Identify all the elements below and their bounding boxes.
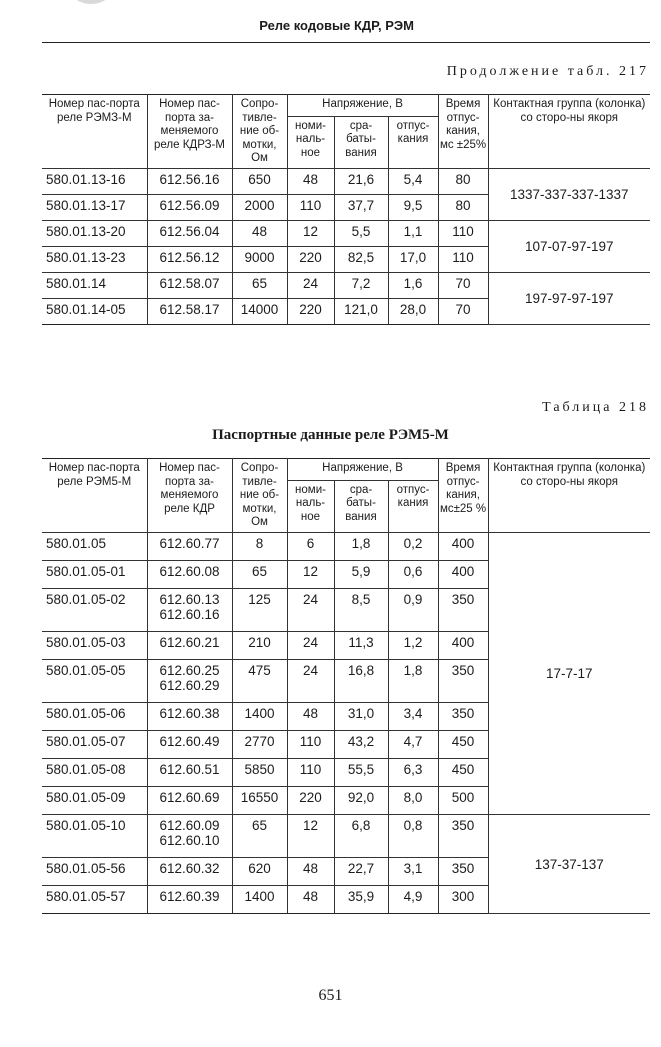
cell-passport-number: 580.01.05-03 [42,631,147,659]
cell-voltage-nominal: 48 [287,885,334,913]
cell-voltage-operate: 5,9 [334,560,388,588]
cell-voltage-release: 17,0 [388,246,438,272]
cell-voltage-nominal: 24 [287,588,334,631]
cell-release-time: 110 [438,220,488,246]
table-row [42,532,650,560]
cell-replaced-relay: 612.56.16 [147,168,232,194]
replaced-relay-line: 612.60.13 [159,591,220,607]
cell-voltage-release: 4,7 [388,730,438,758]
header-voltage: Напряжение, В [287,459,438,481]
cell-replaced-relay [147,814,232,857]
cell-passport-number: 580.01.05-06 [42,702,147,730]
cell-voltage-release: 5,4 [388,168,438,194]
cell-voltage-operate: 82,5 [334,246,388,272]
cell-passport-number: 580.01.05-07 [42,730,147,758]
cell-release-time: 400 [438,560,488,588]
cell-passport-number: 580.01.05-01 [42,560,147,588]
cell-replaced-relay: 612.56.04 [147,220,232,246]
cell-voltage-nominal: 24 [287,659,334,702]
cell-resistance: 475 [232,659,287,702]
cell-passport-number: 580.01.13-23 [42,246,147,272]
header-contact-group: Контактная группа (колонка) со сторо-ны якоря [488,459,650,533]
cell-passport-number: 580.01.13-17 [42,194,147,220]
cell-voltage-operate: 6,8 [334,814,388,857]
cell-resistance: 1400 [232,702,287,730]
header-contact-group: Контактная группа (колонка) со сторо-ны якоря [488,95,650,169]
cell-release-time: 350 [438,702,488,730]
cell-passport-number: 580.01.14-05 [42,298,147,324]
header-voltage-nominal: номи-наль-ное [287,116,334,168]
cell-resistance: 125 [232,588,287,631]
cell-voltage-operate: 21,6 [334,168,388,194]
cell-resistance: 14000 [232,298,287,324]
cell-passport-number: 580.01.05-02 [42,588,147,631]
cell-voltage-operate: 11,3 [334,631,388,659]
cell-voltage-release: 0,2 [388,532,438,560]
cell-voltage-nominal: 110 [287,194,334,220]
running-header [42,14,650,43]
header-passport-number: Номер пас-порта реле РЭМЗ-М [42,95,147,169]
cell-resistance: 8 [232,532,287,560]
table-row [42,272,650,298]
cell-passport-number: 580.01.05-05 [42,659,147,702]
cell-voltage-release: 3,4 [388,702,438,730]
cell-resistance: 650 [232,168,287,194]
cell-contact-group: 197-97-97-197 [488,272,650,324]
cell-contact-group: 137-37-137 [488,814,650,913]
cell-resistance: 16550 [232,786,287,814]
cell-voltage-operate: 31,0 [334,702,388,730]
header-release-time: Время отпус-кания, мс ±25% [438,95,488,169]
cell-voltage-release: 8,0 [388,786,438,814]
cell-passport-number: 580.01.05-09 [42,786,147,814]
cell-passport-number: 580.01.05-10 [42,814,147,857]
cell-release-time: 110 [438,246,488,272]
cell-release-time: 350 [438,814,488,857]
cell-voltage-operate: 8,5 [334,588,388,631]
replaced-relay-line: 612.60.16 [159,606,220,622]
table-row [42,168,650,194]
cell-resistance: 48 [232,220,287,246]
cell-resistance: 2770 [232,730,287,758]
replaced-relay-line: 612.60.10 [159,832,220,848]
table-row [42,814,650,857]
header-voltage-operate: сра-баты-вания [334,480,388,532]
cell-voltage-operate: 5,5 [334,220,388,246]
cell-release-time: 300 [438,885,488,913]
header-voltage-release: отпус-кания [388,480,438,532]
cell-release-time: 70 [438,298,488,324]
header-replaced-relay: Номер пас-порта за-меняемого реле КДР [147,459,232,533]
cell-replaced-relay: 612.60.69 [147,786,232,814]
cell-replaced-relay [147,588,232,631]
cell-voltage-nominal: 110 [287,758,334,786]
cell-replaced-relay: 612.58.17 [147,298,232,324]
cell-resistance: 1400 [232,885,287,913]
header-voltage: Напряжение, В [287,95,438,117]
replaced-relay-line: 612.60.25 [159,662,220,678]
cell-replaced-relay: 612.60.49 [147,730,232,758]
cell-voltage-operate: 16,8 [334,659,388,702]
cell-voltage-operate: 35,9 [334,885,388,913]
cell-release-time: 80 [438,168,488,194]
cell-contact-group: 107-07-97-197 [488,220,650,272]
cell-replaced-relay: 612.56.12 [147,246,232,272]
cell-passport-number: 580.01.14 [42,272,147,298]
cell-voltage-nominal: 12 [287,220,334,246]
cell-passport-number: 580.01.13-16 [42,168,147,194]
table-218-title: Паспортные данные реле РЭМ5-М [212,427,449,443]
cell-resistance: 9000 [232,246,287,272]
cell-voltage-release: 3,1 [388,857,438,885]
cell-replaced-relay: 612.60.38 [147,702,232,730]
replaced-relay-line: 612.60.09 [159,817,220,833]
cell-voltage-release: 4,9 [388,885,438,913]
scan-corner-mark [70,0,112,4]
cell-passport-number: 580.01.05 [42,532,147,560]
cell-release-time: 80 [438,194,488,220]
cell-replaced-relay: 612.60.08 [147,560,232,588]
cell-resistance: 65 [232,560,287,588]
cell-voltage-nominal: 220 [287,298,334,324]
cell-replaced-relay: 612.60.51 [147,758,232,786]
cell-release-time: 450 [438,730,488,758]
cell-voltage-operate: 1,8 [334,532,388,560]
cell-voltage-operate: 37,7 [334,194,388,220]
cell-replaced-relay: 612.60.39 [147,885,232,913]
cell-replaced-relay: 612.60.21 [147,631,232,659]
cell-voltage-release: 1,6 [388,272,438,298]
cell-voltage-operate: 121,0 [334,298,388,324]
cell-replaced-relay: 612.60.32 [147,857,232,885]
page-number: 651 [318,987,343,1004]
cell-voltage-release: 9,5 [388,194,438,220]
cell-release-time: 70 [438,272,488,298]
cell-voltage-nominal: 12 [287,814,334,857]
cell-voltage-release: 28,0 [388,298,438,324]
cell-replaced-relay: 612.56.09 [147,194,232,220]
cell-passport-number: 580.01.13-20 [42,220,147,246]
cell-resistance: 210 [232,631,287,659]
table-217-continuation-caption: Продолжение табл. 217 [446,64,649,79]
cell-voltage-release: 0,9 [388,588,438,631]
table-218-caption: Таблица 218 [542,400,649,415]
header-replaced-relay: Номер пас-порта за-меняемого реле КДРЗ-М [147,95,232,169]
cell-voltage-nominal: 48 [287,857,334,885]
cell-voltage-release: 0,6 [388,560,438,588]
cell-passport-number: 580.01.05-08 [42,758,147,786]
cell-release-time: 400 [438,631,488,659]
running-header-title: Реле кодовые КДР, РЭМ [259,18,414,33]
cell-voltage-operate: 92,0 [334,786,388,814]
cell-voltage-operate: 43,2 [334,730,388,758]
cell-voltage-release: 0,8 [388,814,438,857]
cell-voltage-release: 6,3 [388,758,438,786]
cell-release-time: 400 [438,532,488,560]
cell-voltage-operate: 55,5 [334,758,388,786]
cell-voltage-release: 1,1 [388,220,438,246]
cell-voltage-nominal: 48 [287,702,334,730]
cell-release-time: 450 [438,758,488,786]
cell-resistance: 5850 [232,758,287,786]
cell-voltage-nominal: 220 [287,246,334,272]
cell-replaced-relay: 612.58.07 [147,272,232,298]
cell-voltage-nominal: 24 [287,631,334,659]
cell-resistance: 65 [232,814,287,857]
cell-contact-group: 1337-337-337-1337 [488,168,650,220]
cell-voltage-nominal: 48 [287,168,334,194]
cell-passport-number: 580.01.05-56 [42,857,147,885]
table-217 [42,94,650,325]
cell-voltage-nominal: 24 [287,272,334,298]
header-winding-resistance: Сопро-тивле-ние об-мотки, Ом [232,459,287,533]
cell-voltage-nominal: 12 [287,560,334,588]
cell-passport-number: 580.01.05-57 [42,885,147,913]
cell-release-time: 350 [438,659,488,702]
replaced-relay-line: 612.60.29 [159,677,220,693]
header-voltage-nominal: номи-наль-ное [287,480,334,532]
header-passport-number: Номер пас-порта реле РЭМ5-М [42,459,147,533]
header-winding-resistance: Сопро-тивле-ние об-мотки, Ом [232,95,287,169]
header-voltage-release: отпус-кания [388,116,438,168]
table-row [42,220,650,246]
cell-resistance: 65 [232,272,287,298]
cell-voltage-release: 1,8 [388,659,438,702]
table-218 [42,458,650,914]
header-voltage-operate: сра-баты-вания [334,116,388,168]
cell-voltage-release: 1,2 [388,631,438,659]
cell-replaced-relay [147,659,232,702]
cell-resistance: 2000 [232,194,287,220]
cell-contact-group: 17-7-17 [488,532,650,814]
cell-voltage-nominal: 220 [287,786,334,814]
cell-replaced-relay: 612.60.77 [147,532,232,560]
cell-resistance: 620 [232,857,287,885]
cell-release-time: 500 [438,786,488,814]
header-release-time: Время отпус-кания, мс±25 % [438,459,488,533]
cell-release-time: 350 [438,588,488,631]
cell-voltage-operate: 7,2 [334,272,388,298]
cell-voltage-nominal: 110 [287,730,334,758]
cell-voltage-operate: 22,7 [334,857,388,885]
cell-voltage-nominal: 6 [287,532,334,560]
cell-release-time: 350 [438,857,488,885]
